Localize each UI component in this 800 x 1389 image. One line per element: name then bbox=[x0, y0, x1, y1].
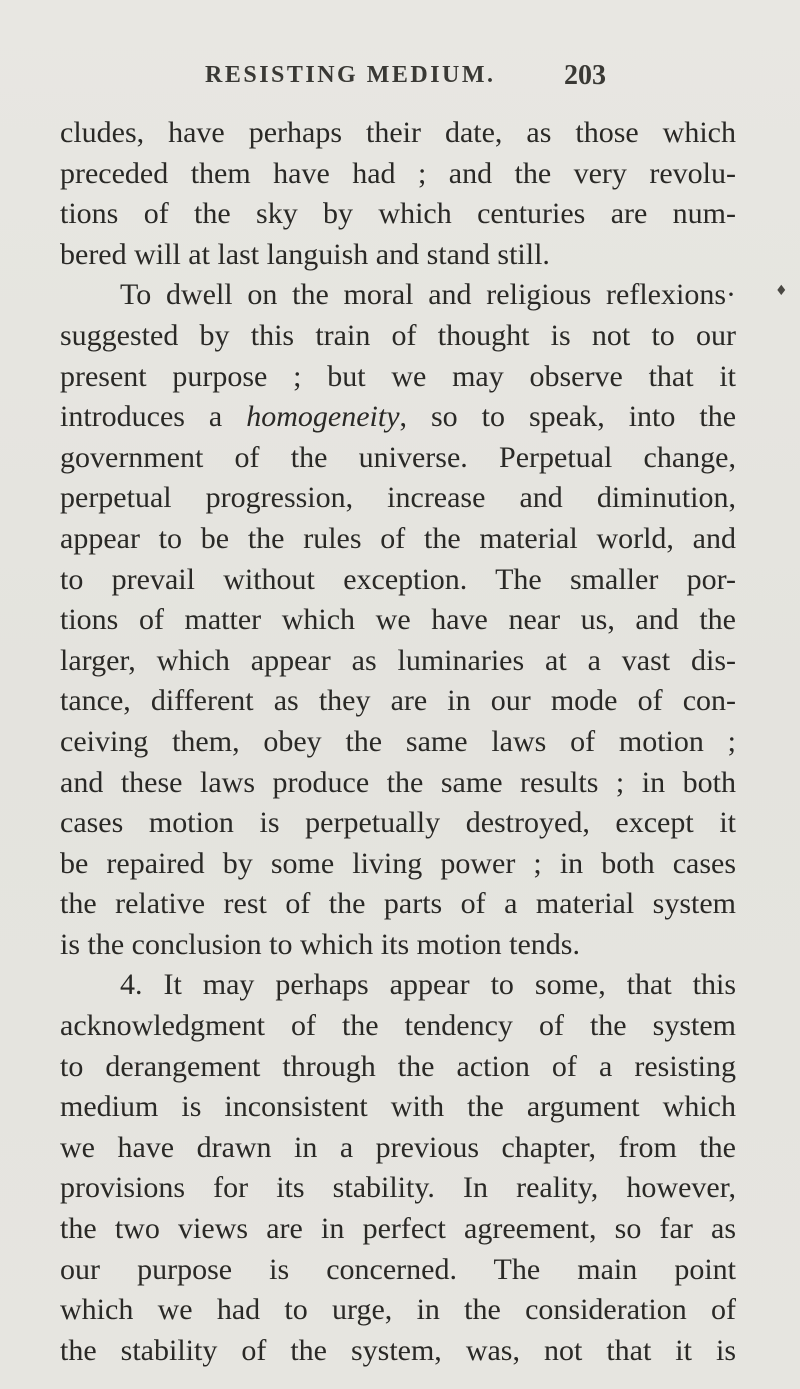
text-line: To dwell on the moral and religious reflexions· bbox=[120, 278, 736, 312]
text-line: cases motion is perpetually destroyed, except it bbox=[60, 806, 736, 840]
running-head bbox=[0, 60, 800, 100]
text-line: ceiving them, obey the same laws of motion ; bbox=[60, 724, 736, 758]
text-line: tions of matter which we have near us, and the bbox=[60, 603, 736, 637]
text-line: perpetual progression, increase and diminution, bbox=[60, 481, 736, 515]
text-line: appear to be the rules of the material world, and bbox=[60, 521, 736, 555]
text-line: to prevail without exception. The smaller por- bbox=[60, 562, 736, 596]
text-line: which we had to urge, in the consideration of bbox=[60, 1293, 736, 1327]
text-line: to derangement through the action of a resisting bbox=[60, 1049, 736, 1083]
body-text bbox=[60, 113, 736, 1371]
text-line: our purpose is concerned. The main point bbox=[60, 1252, 736, 1286]
text-line: suggested by this train of thought is not to our bbox=[60, 318, 736, 352]
text-line: we have drawn in a previous chapter, from the bbox=[60, 1130, 736, 1164]
stray-ink-mark: ♦ bbox=[775, 283, 788, 299]
text-line: present purpose ; but we may observe that it bbox=[60, 359, 736, 393]
text-line: 4. It may perhaps appear to some, that this bbox=[120, 968, 736, 1002]
text-line: preceded them have had ; and the very revolu- bbox=[60, 156, 736, 190]
text-line: the stability of the system, was, not that it is bbox=[60, 1333, 736, 1367]
text-line: tance, different as they are in our mode of con- bbox=[60, 684, 736, 718]
text-line: bered will at last languish and stand still. bbox=[60, 237, 550, 271]
text-line: is the conclusion to which its motion tends. bbox=[60, 927, 580, 961]
text-line: larger, which appear as luminaries at a vast dis- bbox=[60, 643, 736, 677]
text-line: be repaired by some living power ; in both cases bbox=[60, 846, 736, 880]
text-line: tions of the sky by which centuries are num- bbox=[60, 197, 736, 231]
emphasis-text: homogeneity bbox=[246, 400, 400, 434]
page-number: 203 bbox=[564, 60, 606, 91]
text-line: and these laws produce the same results ; in both bbox=[60, 765, 736, 799]
text-line: medium is inconsistent with the argument which bbox=[60, 1090, 736, 1124]
text-line: provisions for its stability. In reality, however, bbox=[60, 1171, 736, 1205]
text-line: government of the universe. Perpetual change, bbox=[60, 440, 736, 474]
text-line: the two views are in perfect agreement, so far as bbox=[60, 1212, 736, 1246]
text-line: acknowledgment of the tendency of the system bbox=[60, 1009, 736, 1043]
text-line: cludes, have perhaps their date, as those which bbox=[60, 116, 736, 149]
text-line: the relative rest of the parts of a material system bbox=[60, 887, 736, 921]
text-line: introduces a homogeneity, so to speak, into the bbox=[60, 400, 737, 434]
running-title: RESISTING MEDIUM. bbox=[205, 62, 496, 88]
